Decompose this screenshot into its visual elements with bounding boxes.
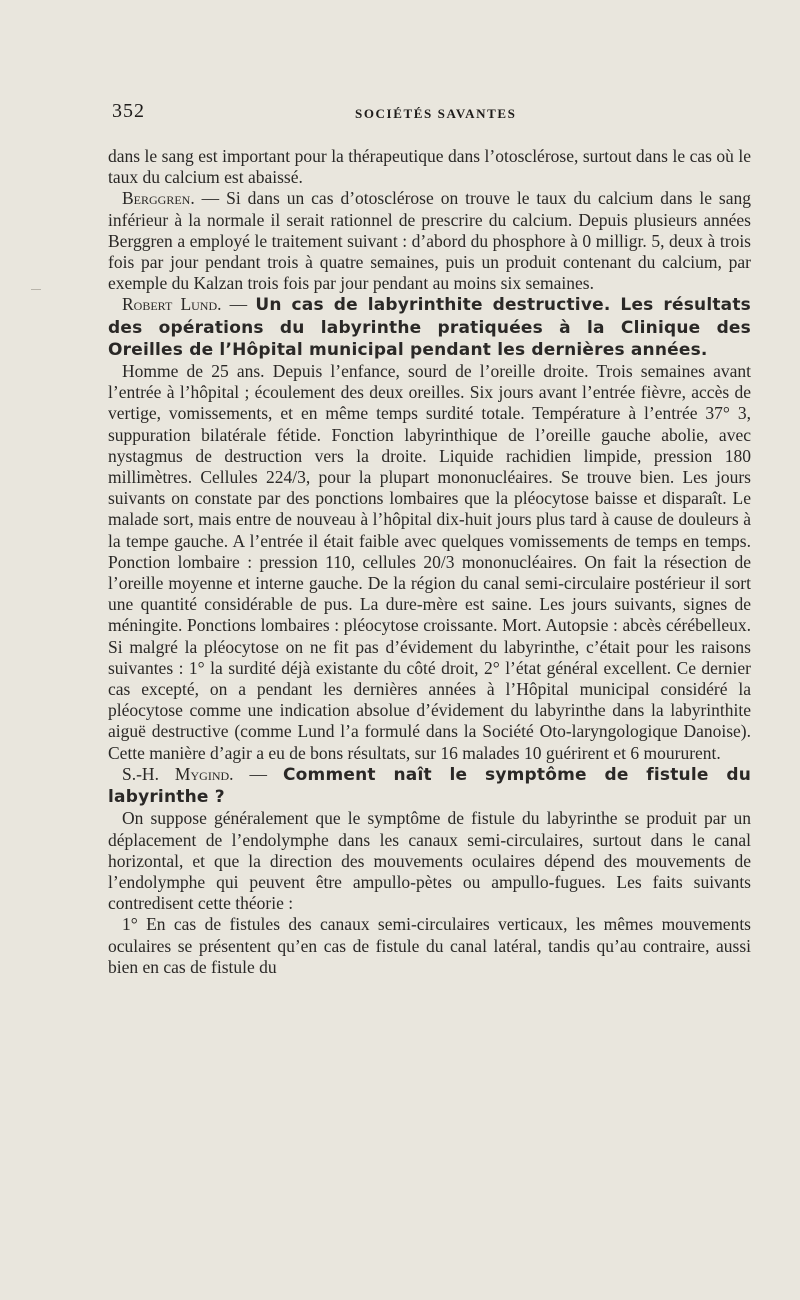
page-number: 352	[112, 100, 145, 122]
author-berggren: Berggren.	[122, 188, 195, 209]
paragraph-mygind-1: On suppose généralement que le symptôme de fistule du labyrinthe se produit par un déplacement de l’endolymphe dans les canaux semi-circulaires, surtout dans le canal horizontal, et que la direction des mouvements oculaires dépend des mouvements de l’endolymphe qui peuvent être ampullo-pètes ou ampullo-fugues. Les faits suivants contredisent cette théorie :	[108, 808, 751, 914]
running-title: SOCIÉTÉS SAVANTES	[355, 106, 517, 121]
paragraph-lund-case: Homme de 25 ans. Depuis l’enfance, sourd de l’oreille droite. Trois semaines avant l’entrée à l’hôpital ; écoulement des deux oreilles. Six jours avant l’entrée fièvre, accès de vertige, vomissements, et en même temps surdité totale. Température à l’entrée 37° 3, suppuration bilatérale fétide. Fonction labyrinthique de l’oreille gauche abolie, avec nystagmus de destruction vers la droite. Liquide rachidien limpide, pression 180 millimètres. Cellules 224/3, pour la plupart mononucléaires. Se trouve bien. Les jours suivants on constate par des ponctions lombaires que la pléocytose baisse et disparaît. Le malade sort, mais entre de nouveau à l’hôpital dix-huit jours plus tard à cause de douleurs à la tempe gauche. A l’entrée il était faible avec quelques vomissements de temps en temps. Ponction lombaire : pression 110, cellules 20/3 mononucléaires. On fait la résection de l’oreille moyenne et interne gauche. De la région du canal semi-circulaire postérieur il sort une quantité considérable de pus. La dure-mère est saine. Les jours suivants, signes de méningite. Ponctions lombaires : pléocytose croissante. Mort. Autopsie : abcès cérébelleux. Si malgré la pléocytose on ne fit pas d’évidement du labyrinthe, c’était pour les raisons suivantes : 1° la surdité déjà existante du côté droit, 2° l’état général excellent. Ce dernier cas excepté, on a pendant les dernières années à l’Hôpital municipal considéré la pléocytose comme une indication absolue d’évidement du labyrinthe dans la labyrinthite aiguë destructive (comme Lund l’a formulé dans la Société Oto-laryngologique Danoise). Cette manière d’agir a eu de bons résultats, sur 16 malades 10 guérirent et 6 moururent.	[108, 361, 751, 763]
paragraph-mygind-2: 1° En cas de fistules des canaux semi-circulaires verticaux, les mêmes mouvements oculaires se présentent qu’en cas de fistule du canal latéral, tandis qu’au contraire, aussi bien en cas de fistule du	[108, 914, 751, 977]
page-header	[112, 100, 752, 128]
section-title-mygind	[108, 764, 751, 808]
title-dash: —	[221, 294, 256, 315]
margin-mark	[31, 289, 41, 290]
paragraph-berggren	[108, 188, 751, 294]
berggren-text: — Si dans un cas d’otosclérose on trouve le taux du calcium dans le sang inférieur à la normale il serait rationnel de prescrire du calcium. Depuis plusieurs années Berggren a employé le traitement suivant : d’abord du phosphore à 0 milligr. 5, deux à trois fois par jour pendant trois à quatre semaines, puis un produit contenant du calcium, par exemple du Kalzan trois fois par jour pendant au moins six semaines.	[108, 188, 751, 294]
author-lund: Robert Lund.	[122, 294, 222, 315]
section-title-lund	[108, 294, 751, 361]
title-dash: —	[233, 763, 283, 784]
author-mygind: S.-H. Mygind.	[122, 763, 234, 784]
article-title-lund: Un cas de labyrinthite destructive. Les résultats des opérations du labyrinthe pratiquées à la Clinique des Oreilles de l’Hôpital municipal pendant les dernières années.	[108, 295, 751, 360]
article-title-mygind: Comment naît le symptôme de fistule du labyrinthe ?	[108, 764, 752, 808]
page-body	[108, 146, 751, 978]
paragraph-continuation: dans le sang est important pour la thérapeutique dans l’otosclérose, surtout dans le cas où le taux du calcium est abaissé.	[108, 146, 751, 188]
